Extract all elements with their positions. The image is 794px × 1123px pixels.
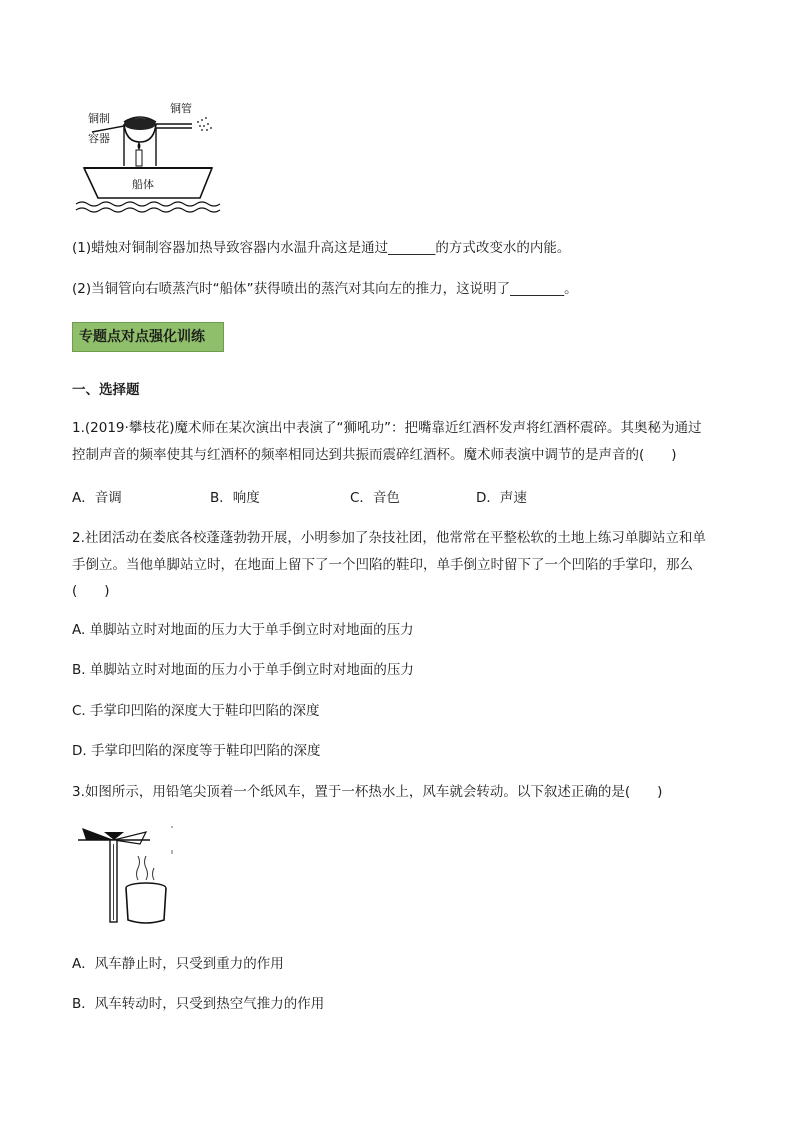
- boat-question-2: (2)当铜管向右喷蒸汽时“船体”获得喷出的蒸汽对其向左的推力，这说明了________。: [72, 281, 578, 297]
- question-3-option-a: A．风车静止时，只受到重力的作用: [72, 956, 284, 972]
- question-3-line-1: 3.如图所示，用铅笔尖顶着一个纸风车，置于一杯热水上，风车就会转动。以下叙述正确的是( ): [72, 784, 663, 800]
- question-1-line-1: 1.(2019·攀枝花)魔术师在某次演出中表演了“狮吼功”：把嘴靠近红酒杯发声将红酒杯震碎。其奥秘为通过: [72, 420, 702, 436]
- question-2-option-c: C. 手掌印凹陷的深度大于鞋印凹陷的深度: [72, 703, 320, 719]
- question-1-line-2: 控制声音的频率使其与红酒杯的频率相同达到共振而震碎红酒杯。魔术师表演中调节的是声音的( ): [72, 447, 677, 463]
- question-2-option-b: B. 单脚站立时对地面的压力小于单手倒立时对地面的压力: [72, 662, 414, 678]
- question-1-option-c: C．音色: [350, 490, 400, 506]
- boat-question-1: (1)蜡烛对铜制容器加热导致容器内水温升高这是通过_______的方式改变水的内能。: [72, 240, 571, 256]
- label-pipe: 铜管: [170, 102, 192, 115]
- label-container-line1: 铜制: [88, 112, 110, 125]
- question-2-line-1: 2.社团活动在娄底各校蓬蓬勃勃开展，小明参加了杂技社团，他常常在平整松软的土地上练习单脚站立和单: [72, 530, 706, 546]
- question-1-option-d: D．声速: [476, 490, 527, 506]
- steam-boat-figure: [74, 98, 224, 218]
- question-1-option-b: B．响度: [210, 490, 260, 506]
- question-2-line-3: ( ): [72, 583, 110, 599]
- label-container-line2: 容器: [88, 132, 110, 145]
- question-2-option-d: D. 手掌印凹陷的深度等于鞋印凹陷的深度: [72, 743, 321, 759]
- question-3-option-b: B．风车转动时，只受到热空气推力的作用: [72, 996, 325, 1012]
- question-2-option-a: A. 单脚站立时对地面的压力大于单手倒立时对地面的压力: [72, 622, 414, 638]
- label-hull: 船体: [132, 178, 154, 191]
- question-2-line-2: 手倒立。当他单脚站立时，在地面上留下了一个凹陷的鞋印，单手倒立时留下了一个凹陷的手掌印，那么: [72, 557, 693, 573]
- question-1-option-a: A．音调: [72, 490, 122, 506]
- pinwheel-figure: [76, 822, 180, 928]
- section-heading: 一、选择题: [72, 382, 140, 398]
- section-tag: 专题点对点强化训练: [72, 322, 224, 352]
